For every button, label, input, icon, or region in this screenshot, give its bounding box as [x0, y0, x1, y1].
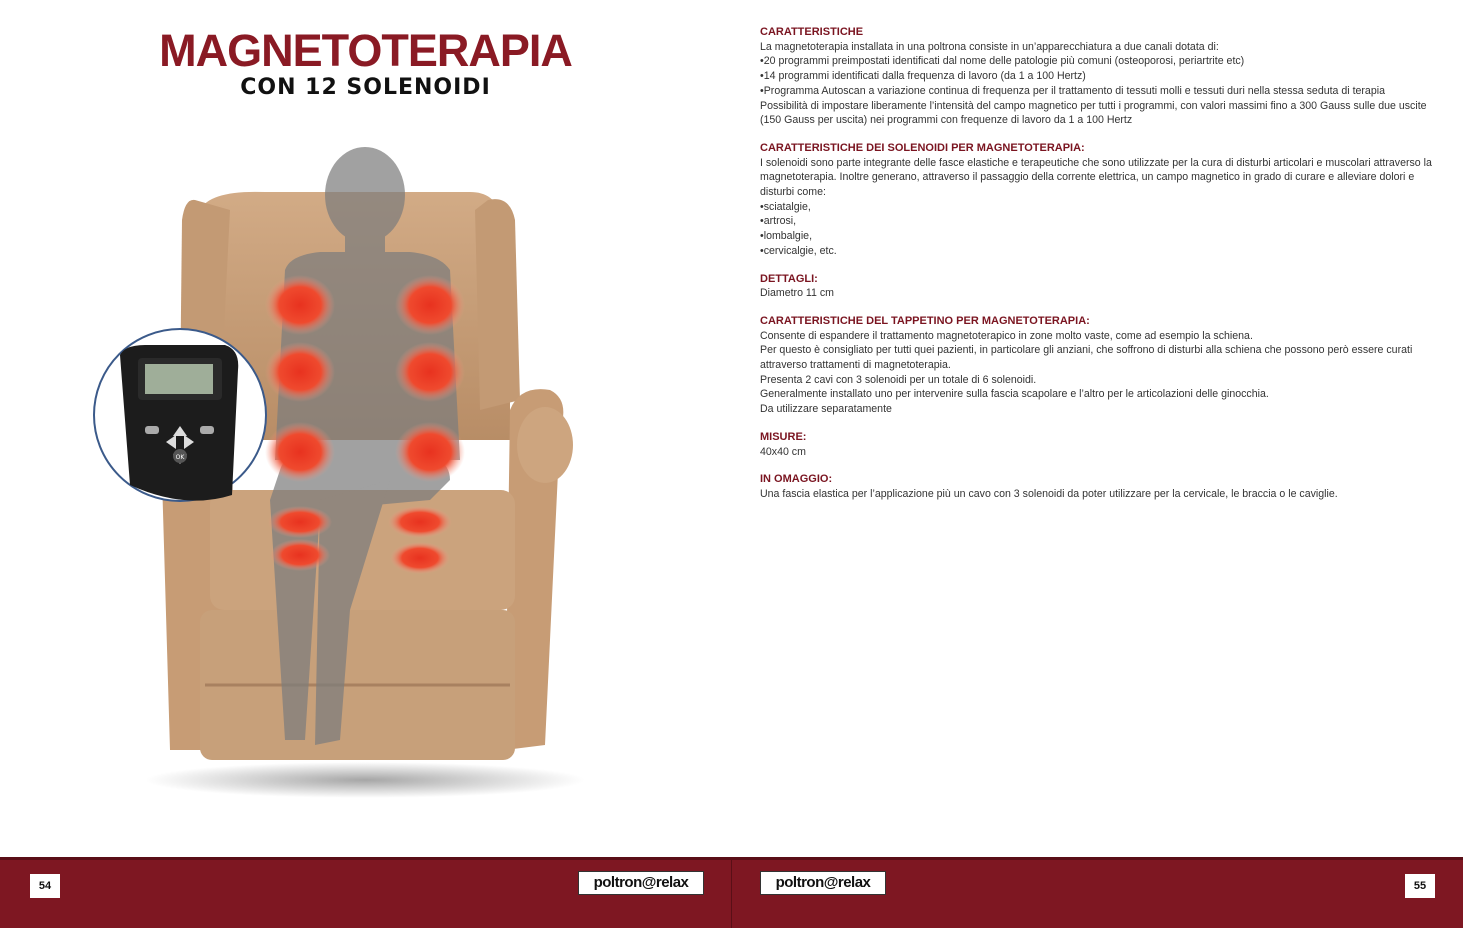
- page-number-right: 55: [1405, 874, 1435, 898]
- omaggio-text: Una fascia elastica per l’applicazione più un cavo con 3 solenoidi da poter utilizzare per la cervicale, le braccia o le caviglie.: [760, 487, 1338, 500]
- brand-logo-right: poltron@relax: [760, 871, 886, 895]
- heading-misure: MISURE:: [760, 430, 807, 443]
- solenoidi-text: I solenoidi sono parte integrante delle fasce elastiche e terapeutiche che sono utilizzate per la cura di disturbi articolari e muscolari attraverso la magnetoterapia. Inoltre generano, attraverso il passaggio della corrente elettrica, un campo magnetico in grado di curare e alleviare dolori e disturbi come:: [760, 156, 1432, 199]
- list-item: • artrosi,: [760, 214, 1440, 229]
- dettagli-text: Diametro 11 cm: [760, 287, 834, 300]
- list-item: • cervicalgie, etc.: [760, 244, 1440, 259]
- list-item: • Programma Autoscan a variazione continua di frequenza per il trattamento di tessuti molli e tessuti duri nella stessa seduta di terapia: [760, 84, 1440, 99]
- chair-illustration: [90, 140, 590, 800]
- product-specs: [760, 25, 1440, 515]
- section-solenoidi: [760, 141, 1440, 259]
- caratteristiche-paragraph: Possibilità di impostare liberamente l’intensità del campo magnetico per tutti i programmi, con valori massimi fino a 300 Gauss sulle due uscite (150 Gauss per uscita) nei programmi con frequenze di lavoro da 1 a 100 Hertz: [760, 99, 1427, 127]
- section-misure: [760, 430, 1440, 459]
- section-caratteristiche: [760, 25, 1440, 128]
- misure-text: 40x40 cm: [760, 445, 806, 458]
- remote-ok-button: OK: [175, 454, 185, 461]
- caratteristiche-intro: La magnetoterapia installata in una poltrona consiste in un’apparecchiatura a due canali dotata di:: [760, 40, 1219, 53]
- heading-dettagli: DETTAGLI:: [760, 272, 818, 285]
- page-subtitle: CON 12 SOLENOIDI: [240, 75, 491, 100]
- heading-solenoidi: CARATTERISTICHE DEI SOLENOIDI PER MAGNETOTERAPIA:: [760, 141, 1085, 154]
- section-dettagli: [760, 272, 1440, 301]
- tappetino-line: Da utilizzare separatamente: [760, 403, 892, 416]
- page-number-left: 54: [30, 874, 60, 898]
- tappetino-line: Per questo è consigliato per tutti quei pazienti, in particolare gli anziani, che soffrono di disturbi alla schiena che possono però essere curati attraverso trattamenti di magnetoterapia.: [760, 344, 1413, 372]
- heading-caratteristiche: CARATTERISTICHE: [760, 26, 864, 38]
- remote-control-inset: [94, 329, 266, 501]
- footer-bar: [0, 857, 1463, 928]
- list-item: • lombalgie,: [760, 229, 1440, 244]
- solenoidi-list: [760, 200, 1440, 259]
- list-item: • 14 programmi identificati dalla frequenza di lavoro (da 1 a 100 Hertz): [760, 69, 1440, 84]
- tappetino-line: Generalmente installato uno per intervenire sulla fascia scapolare e l’altro per le articolazioni delle ginocchia.: [760, 388, 1269, 401]
- caratteristiche-list: [760, 54, 1440, 98]
- page-title: MAGNETOTERAPIA: [159, 25, 572, 76]
- heading-tappetino: CARATTERISTICHE DEL TAPPETINO PER MAGNETOTERAPIA:: [760, 314, 1090, 327]
- tappetino-line: Presenta 2 cavi con 3 solenoidi per un totale di 6 solenoidi.: [760, 373, 1037, 386]
- tappetino-line: Consente di espandere il trattamento magnetoterapico in zone molto vaste, come ad esempio la schiena.: [760, 329, 1253, 342]
- section-omaggio: [760, 472, 1440, 501]
- list-item: • sciatalgie,: [760, 200, 1440, 215]
- section-tappetino: [760, 314, 1440, 417]
- armchair-image: [90, 140, 590, 800]
- brand-logo-left: poltron@relax: [578, 871, 704, 895]
- page-gutter: [731, 860, 732, 928]
- list-item: • 20 programmi preimpostati identificati dal nome delle patologie più comuni (osteoporosi, periartrite etc): [760, 54, 1440, 69]
- heading-omaggio: IN OMAGGIO:: [760, 473, 833, 486]
